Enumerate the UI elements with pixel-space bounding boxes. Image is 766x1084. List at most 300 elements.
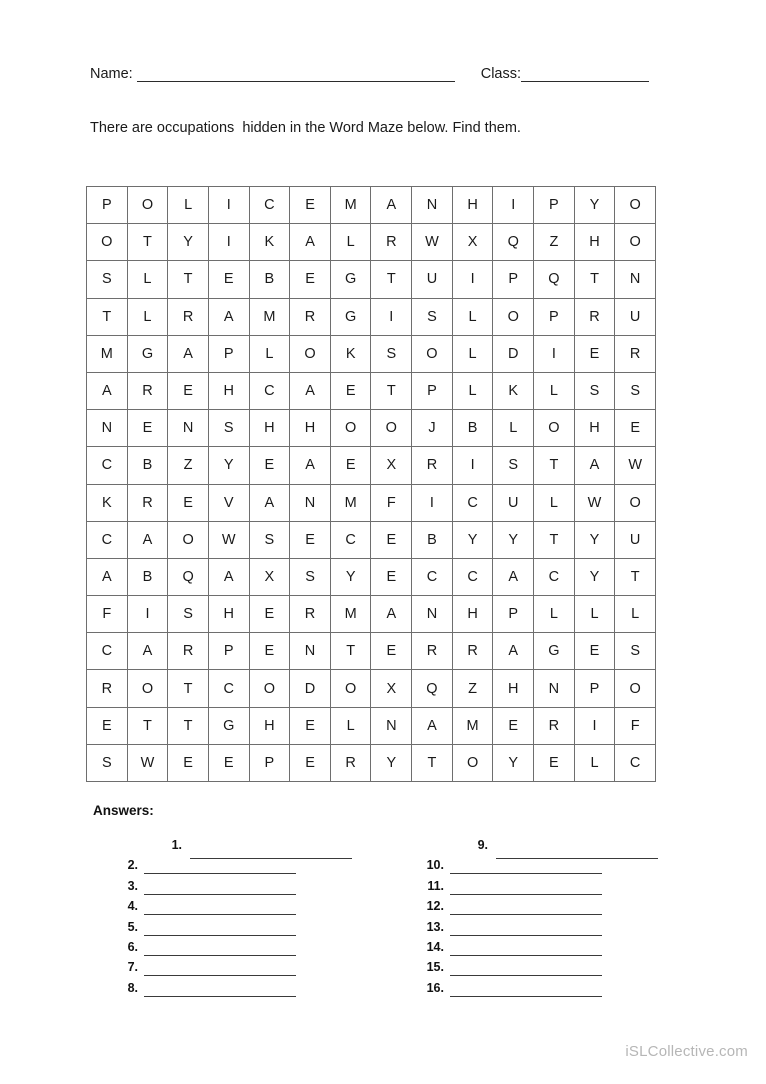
- maze-cell[interactable]: R: [412, 447, 453, 484]
- answer-item: [112, 874, 412, 894]
- maze-cell[interactable]: N: [168, 410, 209, 447]
- maze-cell[interactable]: X: [371, 670, 412, 707]
- maze-cell[interactable]: E: [371, 521, 412, 558]
- maze-cell[interactable]: E: [574, 335, 615, 372]
- maze-cell[interactable]: S: [493, 447, 534, 484]
- maze-cell[interactable]: A: [493, 558, 534, 595]
- maze-cell[interactable]: Q: [168, 558, 209, 595]
- maze-cell[interactable]: Y: [574, 558, 615, 595]
- maze-cell[interactable]: Z: [168, 447, 209, 484]
- maze-cell[interactable]: S: [615, 372, 656, 409]
- maze-cell[interactable]: B: [452, 410, 493, 447]
- maze-cell[interactable]: Q: [493, 224, 534, 261]
- maze-cell[interactable]: G: [330, 298, 371, 335]
- class-input-line[interactable]: [521, 67, 649, 82]
- maze-cell[interactable]: R: [87, 670, 128, 707]
- maze-cell[interactable]: S: [249, 521, 290, 558]
- maze-cell[interactable]: H: [452, 596, 493, 633]
- maze-cell[interactable]: E: [330, 447, 371, 484]
- answer-item: [112, 895, 412, 915]
- maze-cell[interactable]: L: [574, 744, 615, 781]
- maze-cell[interactable]: E: [249, 596, 290, 633]
- answer-blank-line[interactable]: [144, 981, 296, 997]
- maze-cell[interactable]: I: [534, 335, 575, 372]
- maze-cell[interactable]: C: [330, 521, 371, 558]
- maze-cell[interactable]: M: [249, 298, 290, 335]
- maze-cell[interactable]: S: [371, 335, 412, 372]
- maze-cell[interactable]: A: [290, 447, 331, 484]
- answer-blank-line[interactable]: [144, 879, 296, 895]
- answer-number: 1.: [171, 838, 182, 852]
- maze-cell[interactable]: R: [371, 224, 412, 261]
- maze-cell[interactable]: C: [452, 484, 493, 521]
- maze-cell[interactable]: O: [371, 410, 412, 447]
- answer-blank-line[interactable]: [450, 981, 602, 997]
- maze-cell[interactable]: D: [493, 335, 534, 372]
- maze-cell[interactable]: D: [290, 670, 331, 707]
- maze-row: [87, 484, 656, 521]
- maze-cell[interactable]: H: [208, 596, 249, 633]
- maze-cell[interactable]: B: [127, 447, 168, 484]
- answer-blank-line[interactable]: [144, 899, 296, 915]
- answer-number: 15.: [426, 960, 444, 975]
- answer-item: [112, 832, 412, 854]
- maze-cell[interactable]: C: [87, 447, 128, 484]
- maze-cell[interactable]: E: [249, 447, 290, 484]
- maze-cell[interactable]: T: [534, 447, 575, 484]
- maze-cell[interactable]: A: [127, 633, 168, 670]
- maze-cell[interactable]: Y: [452, 521, 493, 558]
- maze-cell[interactable]: O: [168, 521, 209, 558]
- maze-cell[interactable]: Z: [534, 224, 575, 261]
- maze-cell[interactable]: L: [574, 596, 615, 633]
- maze-cell[interactable]: T: [127, 707, 168, 744]
- maze-cell[interactable]: O: [290, 335, 331, 372]
- maze-row: [87, 596, 656, 633]
- answer-item: [418, 936, 718, 956]
- maze-cell[interactable]: N: [412, 187, 453, 224]
- maze-cell[interactable]: L: [127, 298, 168, 335]
- maze-cell[interactable]: T: [87, 298, 128, 335]
- maze-cell[interactable]: P: [574, 670, 615, 707]
- maze-cell[interactable]: U: [615, 298, 656, 335]
- answer-blank-line[interactable]: [144, 920, 296, 936]
- maze-cell[interactable]: H: [290, 410, 331, 447]
- maze-cell[interactable]: O: [330, 410, 371, 447]
- maze-cell[interactable]: S: [290, 558, 331, 595]
- answer-blank-line[interactable]: [450, 858, 602, 874]
- maze-cell[interactable]: C: [452, 558, 493, 595]
- maze-cell[interactable]: G: [534, 633, 575, 670]
- maze-cell[interactable]: W: [127, 744, 168, 781]
- maze-cell[interactable]: E: [290, 521, 331, 558]
- maze-cell[interactable]: O: [330, 670, 371, 707]
- maze-cell[interactable]: E: [330, 372, 371, 409]
- maze-cell[interactable]: A: [290, 224, 331, 261]
- maze-cell[interactable]: T: [574, 261, 615, 298]
- answer-blank-line[interactable]: [450, 879, 602, 895]
- maze-cell[interactable]: L: [452, 335, 493, 372]
- answer-number: 16.: [426, 980, 444, 995]
- maze-cell[interactable]: J: [412, 410, 453, 447]
- maze-cell[interactable]: A: [168, 335, 209, 372]
- maze-cell[interactable]: T: [168, 707, 209, 744]
- maze-row: [87, 670, 656, 707]
- answer-number: 7.: [127, 960, 138, 975]
- maze-cell[interactable]: O: [412, 335, 453, 372]
- answer-item: [112, 976, 412, 996]
- answer-blank-line[interactable]: [144, 940, 296, 956]
- maze-cell[interactable]: G: [330, 261, 371, 298]
- maze-cell[interactable]: X: [371, 447, 412, 484]
- answer-blank-line[interactable]: [496, 843, 658, 859]
- maze-cell[interactable]: F: [615, 707, 656, 744]
- maze-cell[interactable]: E: [168, 744, 209, 781]
- maze-cell[interactable]: O: [615, 484, 656, 521]
- maze-cell[interactable]: W: [412, 224, 453, 261]
- maze-cell[interactable]: E: [493, 707, 534, 744]
- maze-row: [87, 744, 656, 781]
- maze-cell[interactable]: R: [574, 298, 615, 335]
- maze-cell[interactable]: H: [452, 187, 493, 224]
- student-info-row: [90, 58, 690, 82]
- maze-cell[interactable]: G: [208, 707, 249, 744]
- maze-cell[interactable]: H: [208, 372, 249, 409]
- maze-cell[interactable]: O: [615, 224, 656, 261]
- maze-cell[interactable]: A: [290, 372, 331, 409]
- maze-cell[interactable]: L: [493, 410, 534, 447]
- maze-cell[interactable]: M: [330, 484, 371, 521]
- maze-cell[interactable]: M: [330, 187, 371, 224]
- maze-cell[interactable]: O: [615, 670, 656, 707]
- maze-row: [87, 410, 656, 447]
- maze-cell[interactable]: K: [249, 224, 290, 261]
- word-maze-table[interactable]: [86, 186, 656, 782]
- maze-cell[interactable]: E: [615, 410, 656, 447]
- answer-blank-line[interactable]: [144, 960, 296, 976]
- answer-item: [112, 956, 412, 976]
- answer-number: 9.: [477, 838, 488, 852]
- maze-cell[interactable]: I: [412, 484, 453, 521]
- maze-row: [87, 335, 656, 372]
- maze-cell[interactable]: Y: [574, 187, 615, 224]
- word-maze-grid[interactable]: [86, 186, 656, 782]
- maze-cell[interactable]: S: [574, 372, 615, 409]
- maze-cell[interactable]: R: [615, 335, 656, 372]
- maze-cell[interactable]: R: [452, 633, 493, 670]
- maze-cell[interactable]: E: [168, 372, 209, 409]
- maze-cell[interactable]: S: [87, 744, 128, 781]
- answer-item: [418, 915, 718, 935]
- maze-row: [87, 224, 656, 261]
- maze-cell[interactable]: P: [87, 187, 128, 224]
- maze-cell[interactable]: S: [208, 410, 249, 447]
- answer-blank-line[interactable]: [450, 920, 602, 936]
- maze-cell[interactable]: E: [87, 707, 128, 744]
- maze-cell[interactable]: Y: [574, 521, 615, 558]
- maze-row: [87, 298, 656, 335]
- maze-cell[interactable]: F: [87, 596, 128, 633]
- maze-cell[interactable]: W: [615, 447, 656, 484]
- maze-cell[interactable]: H: [493, 670, 534, 707]
- maze-cell[interactable]: E: [208, 744, 249, 781]
- answer-blank-line[interactable]: [144, 858, 296, 874]
- maze-cell[interactable]: N: [412, 596, 453, 633]
- maze-cell[interactable]: T: [615, 558, 656, 595]
- maze-cell[interactable]: A: [371, 596, 412, 633]
- maze-cell[interactable]: R: [290, 298, 331, 335]
- maze-cell[interactable]: I: [452, 261, 493, 298]
- answer-number: 13.: [426, 919, 444, 934]
- answer-number: 2.: [127, 858, 138, 873]
- maze-cell[interactable]: H: [249, 410, 290, 447]
- maze-cell[interactable]: F: [371, 484, 412, 521]
- maze-cell[interactable]: E: [290, 744, 331, 781]
- maze-row: [87, 633, 656, 670]
- maze-cell[interactable]: Y: [493, 521, 534, 558]
- maze-row: [87, 558, 656, 595]
- name-input-line[interactable]: [137, 67, 455, 82]
- maze-cell[interactable]: L: [249, 335, 290, 372]
- answer-number: 8.: [127, 980, 138, 995]
- maze-cell[interactable]: C: [249, 372, 290, 409]
- instruction-text: There are occupations hidden in the Word Maze below. Find them.: [90, 120, 521, 136]
- maze-cell[interactable]: R: [168, 298, 209, 335]
- maze-cell[interactable]: P: [412, 372, 453, 409]
- answers-heading: Answers:: [93, 803, 154, 818]
- maze-cell[interactable]: W: [208, 521, 249, 558]
- maze-cell[interactable]: E: [249, 633, 290, 670]
- maze-cell[interactable]: E: [127, 410, 168, 447]
- maze-cell[interactable]: S: [168, 596, 209, 633]
- maze-cell[interactable]: E: [574, 633, 615, 670]
- answer-number: 4.: [127, 899, 138, 914]
- maze-cell[interactable]: Y: [493, 744, 534, 781]
- maze-cell[interactable]: S: [615, 633, 656, 670]
- answer-blank-line[interactable]: [450, 960, 602, 976]
- maze-cell[interactable]: K: [87, 484, 128, 521]
- maze-row: [87, 187, 656, 224]
- maze-cell[interactable]: T: [412, 744, 453, 781]
- maze-cell[interactable]: E: [534, 744, 575, 781]
- maze-cell[interactable]: C: [615, 744, 656, 781]
- answer-number: 6.: [127, 939, 138, 954]
- maze-cell[interactable]: I: [208, 187, 249, 224]
- maze-cell[interactable]: E: [290, 261, 331, 298]
- maze-cell[interactable]: O: [534, 410, 575, 447]
- answers-section: [0, 832, 766, 997]
- maze-cell[interactable]: Q: [534, 261, 575, 298]
- maze-cell[interactable]: U: [412, 261, 453, 298]
- maze-cell[interactable]: Y: [371, 744, 412, 781]
- maze-cell[interactable]: I: [208, 224, 249, 261]
- maze-cell[interactable]: N: [290, 633, 331, 670]
- answer-number: 14.: [426, 939, 444, 954]
- maze-cell[interactable]: E: [208, 261, 249, 298]
- maze-cell[interactable]: O: [127, 187, 168, 224]
- maze-cell[interactable]: O: [452, 744, 493, 781]
- maze-cell[interactable]: O: [615, 187, 656, 224]
- maze-cell[interactable]: R: [330, 744, 371, 781]
- maze-cell[interactable]: P: [534, 298, 575, 335]
- maze-cell[interactable]: G: [127, 335, 168, 372]
- maze-cell[interactable]: X: [452, 224, 493, 261]
- maze-cell[interactable]: A: [412, 707, 453, 744]
- maze-cell[interactable]: P: [534, 187, 575, 224]
- maze-cell[interactable]: O: [249, 670, 290, 707]
- maze-row: [87, 447, 656, 484]
- maze-cell[interactable]: R: [290, 596, 331, 633]
- maze-cell[interactable]: I: [371, 298, 412, 335]
- maze-cell[interactable]: Y: [208, 447, 249, 484]
- maze-cell[interactable]: E: [371, 558, 412, 595]
- maze-cell[interactable]: L: [534, 372, 575, 409]
- maze-row: [87, 261, 656, 298]
- maze-cell[interactable]: B: [127, 558, 168, 595]
- maze-cell[interactable]: S: [412, 298, 453, 335]
- answer-number: 5.: [127, 919, 138, 934]
- maze-cell[interactable]: M: [87, 335, 128, 372]
- maze-cell[interactable]: M: [330, 596, 371, 633]
- maze-cell[interactable]: R: [412, 633, 453, 670]
- class-label: Class:: [480, 66, 522, 82]
- maze-cell[interactable]: I: [127, 596, 168, 633]
- maze-row: [87, 707, 656, 744]
- maze-cell[interactable]: N: [534, 670, 575, 707]
- maze-cell[interactable]: R: [127, 372, 168, 409]
- answer-item: [418, 976, 718, 996]
- answer-item: [418, 832, 718, 854]
- maze-cell[interactable]: L: [330, 707, 371, 744]
- maze-cell[interactable]: P: [249, 744, 290, 781]
- maze-cell[interactable]: X: [249, 558, 290, 595]
- maze-cell[interactable]: A: [208, 558, 249, 595]
- maze-cell[interactable]: T: [168, 261, 209, 298]
- answer-blank-line[interactable]: [450, 899, 602, 915]
- maze-cell[interactable]: E: [371, 633, 412, 670]
- maze-cell[interactable]: O: [493, 298, 534, 335]
- maze-cell[interactable]: U: [493, 484, 534, 521]
- name-label: Name:: [90, 66, 133, 82]
- maze-cell[interactable]: V: [208, 484, 249, 521]
- maze-cell[interactable]: K: [493, 372, 534, 409]
- answer-item: [112, 915, 412, 935]
- maze-cell[interactable]: A: [87, 372, 128, 409]
- answer-item: [418, 895, 718, 915]
- maze-cell[interactable]: E: [168, 484, 209, 521]
- maze-cell[interactable]: O: [127, 670, 168, 707]
- maze-cell[interactable]: I: [493, 187, 534, 224]
- maze-cell[interactable]: T: [127, 224, 168, 261]
- maze-cell[interactable]: C: [208, 670, 249, 707]
- maze-cell[interactable]: N: [87, 410, 128, 447]
- maze-cell[interactable]: C: [534, 558, 575, 595]
- answer-number: 10.: [426, 858, 444, 873]
- maze-cell[interactable]: L: [330, 224, 371, 261]
- maze-cell[interactable]: L: [127, 261, 168, 298]
- maze-cell[interactable]: A: [208, 298, 249, 335]
- answers-column-left: [112, 832, 412, 997]
- maze-cell[interactable]: N: [290, 484, 331, 521]
- maze-cell[interactable]: L: [168, 187, 209, 224]
- answers-column-right: [418, 832, 718, 997]
- maze-cell[interactable]: L: [452, 372, 493, 409]
- maze-cell[interactable]: T: [371, 261, 412, 298]
- maze-cell[interactable]: L: [615, 596, 656, 633]
- maze-cell[interactable]: Q: [412, 670, 453, 707]
- maze-cell[interactable]: W: [574, 484, 615, 521]
- maze-cell[interactable]: U: [615, 521, 656, 558]
- maze-cell[interactable]: T: [330, 633, 371, 670]
- maze-cell[interactable]: H: [574, 410, 615, 447]
- answer-blank-line[interactable]: [450, 940, 602, 956]
- maze-cell[interactable]: P: [493, 261, 534, 298]
- maze-cell[interactable]: Y: [330, 558, 371, 595]
- maze-cell[interactable]: Y: [168, 224, 209, 261]
- maze-cell[interactable]: B: [249, 261, 290, 298]
- maze-cell[interactable]: R: [534, 707, 575, 744]
- maze-cell[interactable]: A: [493, 633, 534, 670]
- maze-cell[interactable]: B: [412, 521, 453, 558]
- answer-number: 3.: [127, 878, 138, 893]
- maze-cell[interactable]: C: [87, 521, 128, 558]
- maze-cell[interactable]: R: [168, 633, 209, 670]
- answer-number: 12.: [426, 899, 444, 914]
- maze-cell[interactable]: T: [371, 372, 412, 409]
- maze-cell[interactable]: N: [371, 707, 412, 744]
- maze-cell[interactable]: A: [87, 558, 128, 595]
- site-watermark: iSLCollective.com: [625, 1043, 748, 1060]
- maze-cell[interactable]: A: [371, 187, 412, 224]
- maze-cell[interactable]: C: [412, 558, 453, 595]
- answer-blank-line[interactable]: [190, 843, 352, 859]
- maze-cell[interactable]: P: [493, 596, 534, 633]
- maze-row: [87, 521, 656, 558]
- maze-cell[interactable]: E: [290, 707, 331, 744]
- answer-number: 11.: [427, 878, 444, 893]
- maze-cell[interactable]: C: [249, 187, 290, 224]
- maze-cell[interactable]: T: [534, 521, 575, 558]
- answer-item: [418, 874, 718, 894]
- maze-cell[interactable]: A: [574, 447, 615, 484]
- maze-row: [87, 372, 656, 409]
- maze-cell[interactable]: L: [452, 298, 493, 335]
- maze-cell[interactable]: E: [290, 187, 331, 224]
- maze-cell[interactable]: I: [452, 447, 493, 484]
- maze-cell[interactable]: M: [452, 707, 493, 744]
- maze-cell[interactable]: N: [615, 261, 656, 298]
- maze-cell[interactable]: I: [574, 707, 615, 744]
- answer-item: [418, 956, 718, 976]
- maze-cell[interactable]: L: [534, 596, 575, 633]
- maze-cell[interactable]: A: [249, 484, 290, 521]
- maze-cell[interactable]: P: [208, 633, 249, 670]
- maze-cell[interactable]: L: [534, 484, 575, 521]
- maze-cell[interactable]: S: [87, 261, 128, 298]
- maze-cell[interactable]: O: [87, 224, 128, 261]
- maze-cell[interactable]: A: [127, 521, 168, 558]
- maze-cell[interactable]: C: [87, 633, 128, 670]
- maze-cell[interactable]: T: [168, 670, 209, 707]
- maze-cell[interactable]: Z: [452, 670, 493, 707]
- answer-item: [112, 936, 412, 956]
- word-maze-body: [87, 187, 656, 782]
- maze-cell[interactable]: K: [330, 335, 371, 372]
- maze-cell[interactable]: R: [127, 484, 168, 521]
- maze-cell[interactable]: P: [208, 335, 249, 372]
- maze-cell[interactable]: H: [574, 224, 615, 261]
- maze-cell[interactable]: H: [249, 707, 290, 744]
